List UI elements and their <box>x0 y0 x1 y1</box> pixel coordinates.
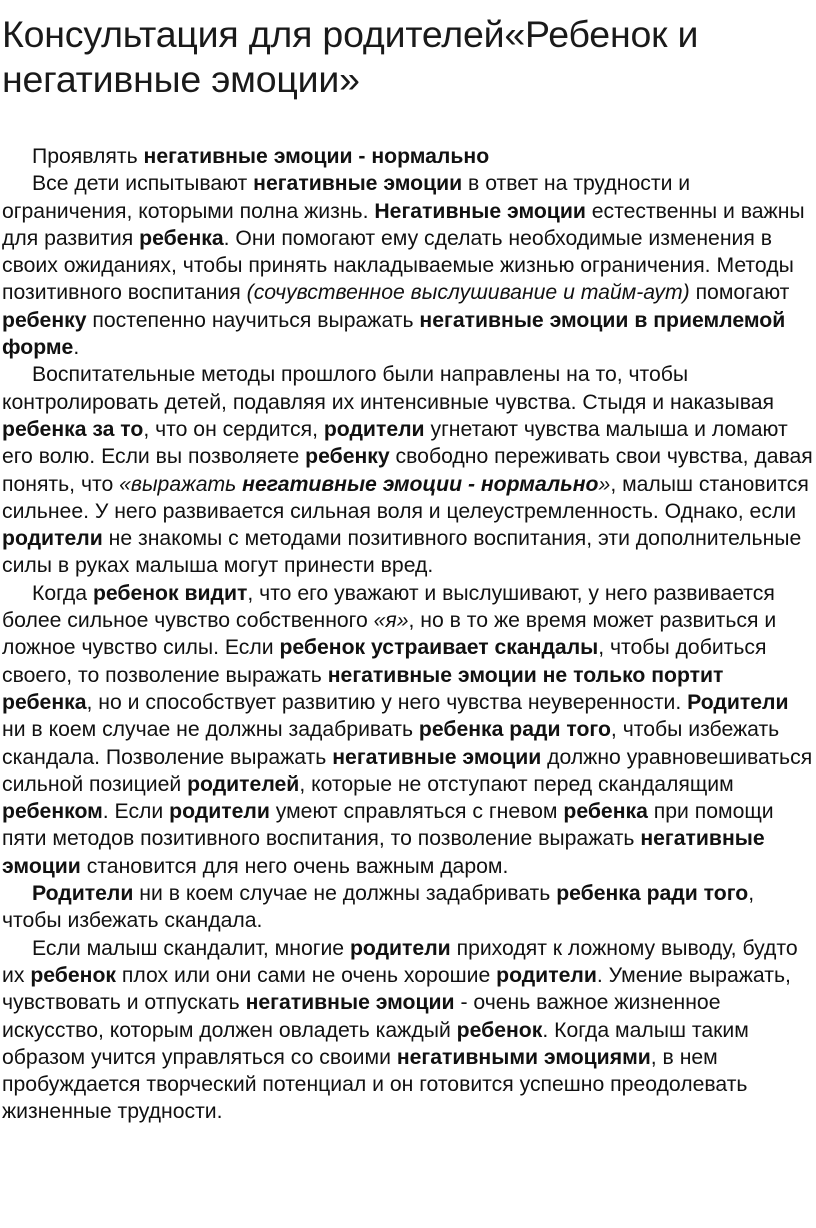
text-run: становится для него очень важным даром. <box>80 854 509 878</box>
emphasized-text: «я» <box>373 609 409 633</box>
emphasized-text: Родители <box>32 882 134 906</box>
text-run: Воспитательные методы прошлого были направлены на то, чтобы контролировать детей, подавляя их интенсивные чувства. Стыдя и наказывая <box>2 363 774 414</box>
text-run: не знакомы с методами позитивного воспитания, эти дополнительные силы в руках малыша могут принести вред. <box>2 527 802 578</box>
text-run: . <box>73 336 80 360</box>
emphasized-text: негативные эмоции в приемлемой форме <box>2 308 786 360</box>
emphasized-text: Родители <box>687 690 789 714</box>
text-run: в ответ на трудности и ограничения, которыми полна жизнь. <box>2 172 691 223</box>
text-run: Когда <box>32 581 93 605</box>
text-run: . Когда малыш таким образом учится управляться со своими <box>2 1018 749 1069</box>
text-run: , которые не отступают перед скандалящим <box>299 772 734 796</box>
emphasized-text: ребенком <box>2 800 103 824</box>
emphasized-text: ребенка ради того <box>418 718 611 742</box>
emphasized-text: ребенок <box>30 963 116 987</box>
paragraph-2 <box>2 361 815 579</box>
text-run: , чтобы избежать скандала. Позволение выражать <box>2 718 780 769</box>
emphasized-text: ребенок видит <box>92 581 248 605</box>
text-run: , но в то же время может развиться и ложное чувство силы. Если <box>2 609 777 660</box>
emphasized-text: ребенка за то <box>2 417 144 441</box>
paragraph-4 <box>2 880 815 935</box>
text-run: свободно переживать свои чувства, давая понять, что <box>2 445 813 496</box>
text-run: , но и способствует развитию у него чувства неуверенности. <box>86 690 688 714</box>
text-run: , чтобы избежать скандала. <box>2 882 755 933</box>
emphasized-text: негативными эмоциями <box>396 1045 651 1069</box>
text-run: ни в коем случае не должны задабривать <box>2 718 419 742</box>
text-run: при помощи пяти методов позитивного воспитания, то позволение выражать <box>2 800 774 851</box>
emphasized-text: ребенок устраивает скандалы <box>279 636 599 660</box>
emphasized-text: родители <box>349 936 451 960</box>
text-run: , что его уважают и выслушивают, у него развивается более сильное чувство собственного <box>2 581 775 633</box>
emphasized-text: родители <box>323 417 425 441</box>
paragraph-1 <box>2 170 815 361</box>
emphasized-text: ребенка <box>139 226 224 250</box>
emphasized-text: ребенка <box>563 800 648 824</box>
text-run: плох или они сами не очень хорошие <box>116 963 497 987</box>
text-run: Если малыш скандалит, многие <box>32 936 350 960</box>
paragraph-3 <box>2 580 815 880</box>
text-run: угнетают чувства малыша и ломают его волю. Если вы позволяете <box>2 417 788 469</box>
emphasized-text: » <box>598 472 611 496</box>
text-run: естественны и важны для развития <box>2 199 805 250</box>
emphasized-text: негативные эмоции <box>2 827 765 878</box>
emphasized-text: Негативные эмоции <box>374 199 586 223</box>
emphasized-text: родители <box>2 527 103 551</box>
emphasized-text: (сочувственное выслушивание и тайм-аут) <box>246 281 690 305</box>
emphasized-text: ребенку <box>2 308 87 332</box>
document-title: Консультация для родителей«Ребенок и негативные эмоции» <box>2 13 699 100</box>
text-run: Все дети испытывают <box>32 172 254 196</box>
text-run: ни в коем случае не должны задабривать <box>133 882 557 906</box>
text-run: постепенно научиться выражать <box>86 308 420 332</box>
text-run: , чтобы добиться своего, то позволение выражать <box>2 636 767 687</box>
emphasized-text: родителей <box>187 772 300 796</box>
text-run: . Если <box>102 800 170 824</box>
emphasized-text: ребенок <box>456 1018 543 1042</box>
text-run: , в нем пробуждается творческий потенциал и он готовится успешно преодолевать жизненные трудности. <box>2 1045 748 1124</box>
emphasized-text: негативные эмоции не только портит ребенка <box>2 663 724 714</box>
emphasized-text: ребенка ради того <box>556 882 749 906</box>
emphasized-text: негативные эмоции - нормально <box>242 472 599 496</box>
document-body <box>2 143 815 1126</box>
text-run: , малыш становится сильнее. У него развивается сильная воля и целеустремленность. Однако, если <box>2 472 809 523</box>
emphasized-text: негативные эмоции - нормально <box>143 145 490 168</box>
text-run: . Умение выражать, чувствовать и отпускать <box>2 963 791 1015</box>
emphasized-text: негативные эмоции <box>332 745 542 769</box>
text-run: . Они помогают ему сделать необходимые изменения в своих ожиданиях, чтобы принять накладываемые жизнью ограничения. Методы позитивного воспитания <box>2 226 794 305</box>
text-run: Проявлять <box>32 145 144 168</box>
emphasized-text: ребенку <box>305 445 390 469</box>
text-run: помогают <box>689 281 790 305</box>
emphasized-text: негативные эмоции <box>253 172 463 196</box>
emphasized-text: родители <box>169 800 270 824</box>
text-run: умеют справляться с гневом <box>269 800 564 824</box>
paragraph-5 <box>2 935 815 1126</box>
text-run: - очень важное жизненное искусство, которым должен овладеть каждый <box>2 991 721 1042</box>
text-run: должно уравновешиваться сильной позицией <box>2 745 813 796</box>
emphasized-text: «выражать <box>119 472 243 496</box>
text-run: приходят к ложному выводу, будто их <box>2 936 798 987</box>
paragraph-subheading <box>2 143 815 170</box>
emphasized-text: родители <box>496 963 597 987</box>
emphasized-text: негативные эмоции <box>245 991 455 1015</box>
text-run: , что он сердится, <box>143 417 324 441</box>
